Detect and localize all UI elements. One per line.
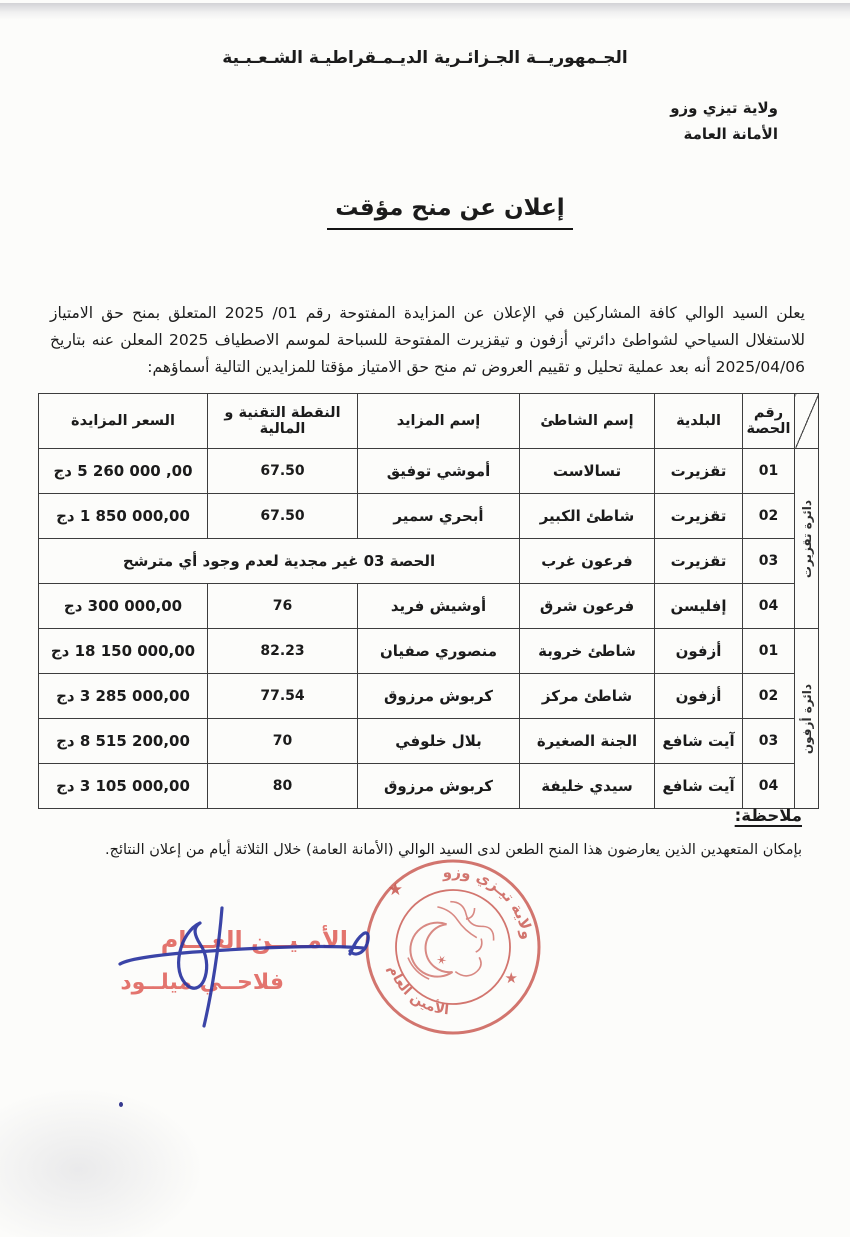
cell-bidder: أبحري سمير [358, 494, 520, 539]
name-stamp-name: فلاحــي ميلــود [120, 970, 284, 995]
cell-score: 82.23 [208, 629, 358, 674]
cell-bidder: منصوري صفيان [358, 629, 520, 674]
col-header-bidder: إسم المزايد [358, 394, 520, 449]
table-row [39, 719, 819, 764]
cell-price: 18 150 000,00 دج [39, 629, 208, 674]
cell-score: 77.54 [208, 674, 358, 719]
scan-artifact-bottom-blob [0, 1087, 205, 1237]
table-row [39, 674, 819, 719]
cell-lot: 02 [743, 674, 795, 719]
cell-municipality: آيت شافع [655, 719, 743, 764]
cell-municipality: آيت شافع [655, 764, 743, 809]
table-row [39, 629, 819, 674]
cell-price: 5 260 000 ,00 دج [39, 449, 208, 494]
cell-price: 1 850 000,00 دج [39, 494, 208, 539]
daira-group-azeffoun [795, 629, 819, 809]
cell-lot: 01 [743, 449, 795, 494]
cell-price: 300 000,00 دج [39, 584, 208, 629]
cell-lot: 03 [743, 719, 795, 764]
cell-merged-note: الحصة 03 غير مجدية لعدم وجود أي مترشح [39, 539, 520, 584]
table-row [39, 449, 819, 494]
intro-paragraph: يعلن السيد الوالي كافة المشاركين في الإعلان عن المزايدة المفتوحة رقم 01/ 2025 المتعلق بمنح حق الامتياز للاستغلال السياحي لشواطئ دائرتي أزفون و تيقزيرت المفتوحة للسباحة لموسم الاصطياف 2025 المعلن عنه بتاريخ 2025/04/06 أنه بعد عملية تحليل و تقييم العروض تم منح حق الامتياز مؤقتا للمزايدين التالية أسماؤهم: [50, 303, 805, 376]
col-header-lot: رقم الحصة [743, 394, 795, 449]
cell-bidder: أموشي توفيق [358, 449, 520, 494]
cell-beach: سيدي خليفة [520, 764, 655, 809]
currency: دج [53, 462, 72, 480]
cell-score: 67.50 [208, 494, 358, 539]
cell-score: 80 [208, 764, 358, 809]
currency: دج [56, 777, 75, 795]
cell-municipality: أزفون [655, 629, 743, 674]
name-stamp-title: الأمـيــن العـــام [160, 926, 348, 954]
cell-bidder: أوشيش فريد [358, 584, 520, 629]
table-row [39, 494, 819, 539]
seal-star-right-icon: ★ [504, 969, 518, 987]
cell-beach: فرعون غرب [520, 539, 655, 584]
cell-score: 70 [208, 719, 358, 764]
currency: دج [56, 687, 75, 705]
scan-artifact-ink-dot [119, 1102, 123, 1107]
cell-price: 3 285 000,00 دج [39, 674, 208, 719]
cell-score: 67.50 [208, 449, 358, 494]
col-header-score: النقطة التقنية و المالية [208, 394, 358, 449]
scan-artifact-top-band [0, 3, 850, 20]
col-header-beach: إسم الشاطئ [520, 394, 655, 449]
cell-municipality: أزفون [655, 674, 743, 719]
cell-lot: 03 [743, 539, 795, 584]
cell-beach: شاطئ مركز [520, 674, 655, 719]
seal-arc-top-text: ولاية تيـزي وزو [441, 862, 537, 941]
cell-municipality: إفليسن [655, 584, 743, 629]
seal-star-center-icon: ✶ [431, 951, 450, 971]
cell-price: 3 105 000,00 دج [39, 764, 208, 809]
cell-bidder: كربوش مرزوق [358, 674, 520, 719]
table-header-row [39, 394, 819, 449]
table-row [39, 764, 819, 809]
table-row [39, 584, 819, 629]
letterhead-block [670, 95, 778, 147]
cell-lot: 04 [743, 764, 795, 809]
secretariat-name: الأمانة العامة [683, 125, 778, 143]
cell-price: 8 515 200,00 دج [39, 719, 208, 764]
currency: دج [63, 597, 83, 615]
table-row [39, 539, 819, 584]
col-header-municipality: البلدية [655, 394, 743, 449]
cell-score: 76 [208, 584, 358, 629]
cell-lot: 04 [743, 584, 795, 629]
cell-municipality: تقزيرت [655, 494, 743, 539]
seal-arc-bottom-text: الأمين العام [384, 963, 450, 1019]
cell-lot: 02 [743, 494, 795, 539]
daira-label: دائرة تقزيرت [799, 499, 814, 578]
note-label: ملاحظة: [734, 806, 802, 825]
diagonal-corner-cell [795, 394, 819, 449]
handwritten-signature [100, 878, 390, 1038]
seal-star-left-icon: ★ [387, 880, 403, 900]
cell-beach: شاطئ خروبة [520, 629, 655, 674]
cell-beach: الجنة الصغيرة [520, 719, 655, 764]
cell-bidder: كربوش مرزوق [358, 764, 520, 809]
cell-beach: تسالاست [520, 449, 655, 494]
note-text: بإمكان المتعهدين الذين يعارضون هذا المنح الطعن لدى السيد الوالي (الأمانة العامة) خلال الثلاثة أيام من إعلان النتائج. [105, 842, 802, 858]
cell-bidder: بلال خلوفي [358, 719, 520, 764]
cell-municipality: تقزيرت [655, 539, 743, 584]
grant-results-table [38, 393, 819, 809]
cell-municipality: تقزيرت [655, 449, 743, 494]
col-header-price: السعر المزايدة [39, 394, 208, 449]
daira-label: دائرة أزفون [799, 683, 814, 754]
currency: دج [56, 732, 75, 750]
cell-beach: شاطئ الكبير [520, 494, 655, 539]
wilaya-name: ولاية تيزي وزو [670, 99, 778, 117]
cell-beach: فرعون شرق [520, 584, 655, 629]
daira-group-tigzirt [795, 449, 819, 629]
currency: دج [56, 507, 75, 525]
document-title: إعلان عن منح مؤقت [50, 195, 850, 221]
currency: دج [50, 642, 70, 660]
cell-lot: 01 [743, 629, 795, 674]
republic-header: الجـمهوريــة الجـزائـرية الديـمـقراطيـة الشـعـبـية [222, 48, 628, 68]
